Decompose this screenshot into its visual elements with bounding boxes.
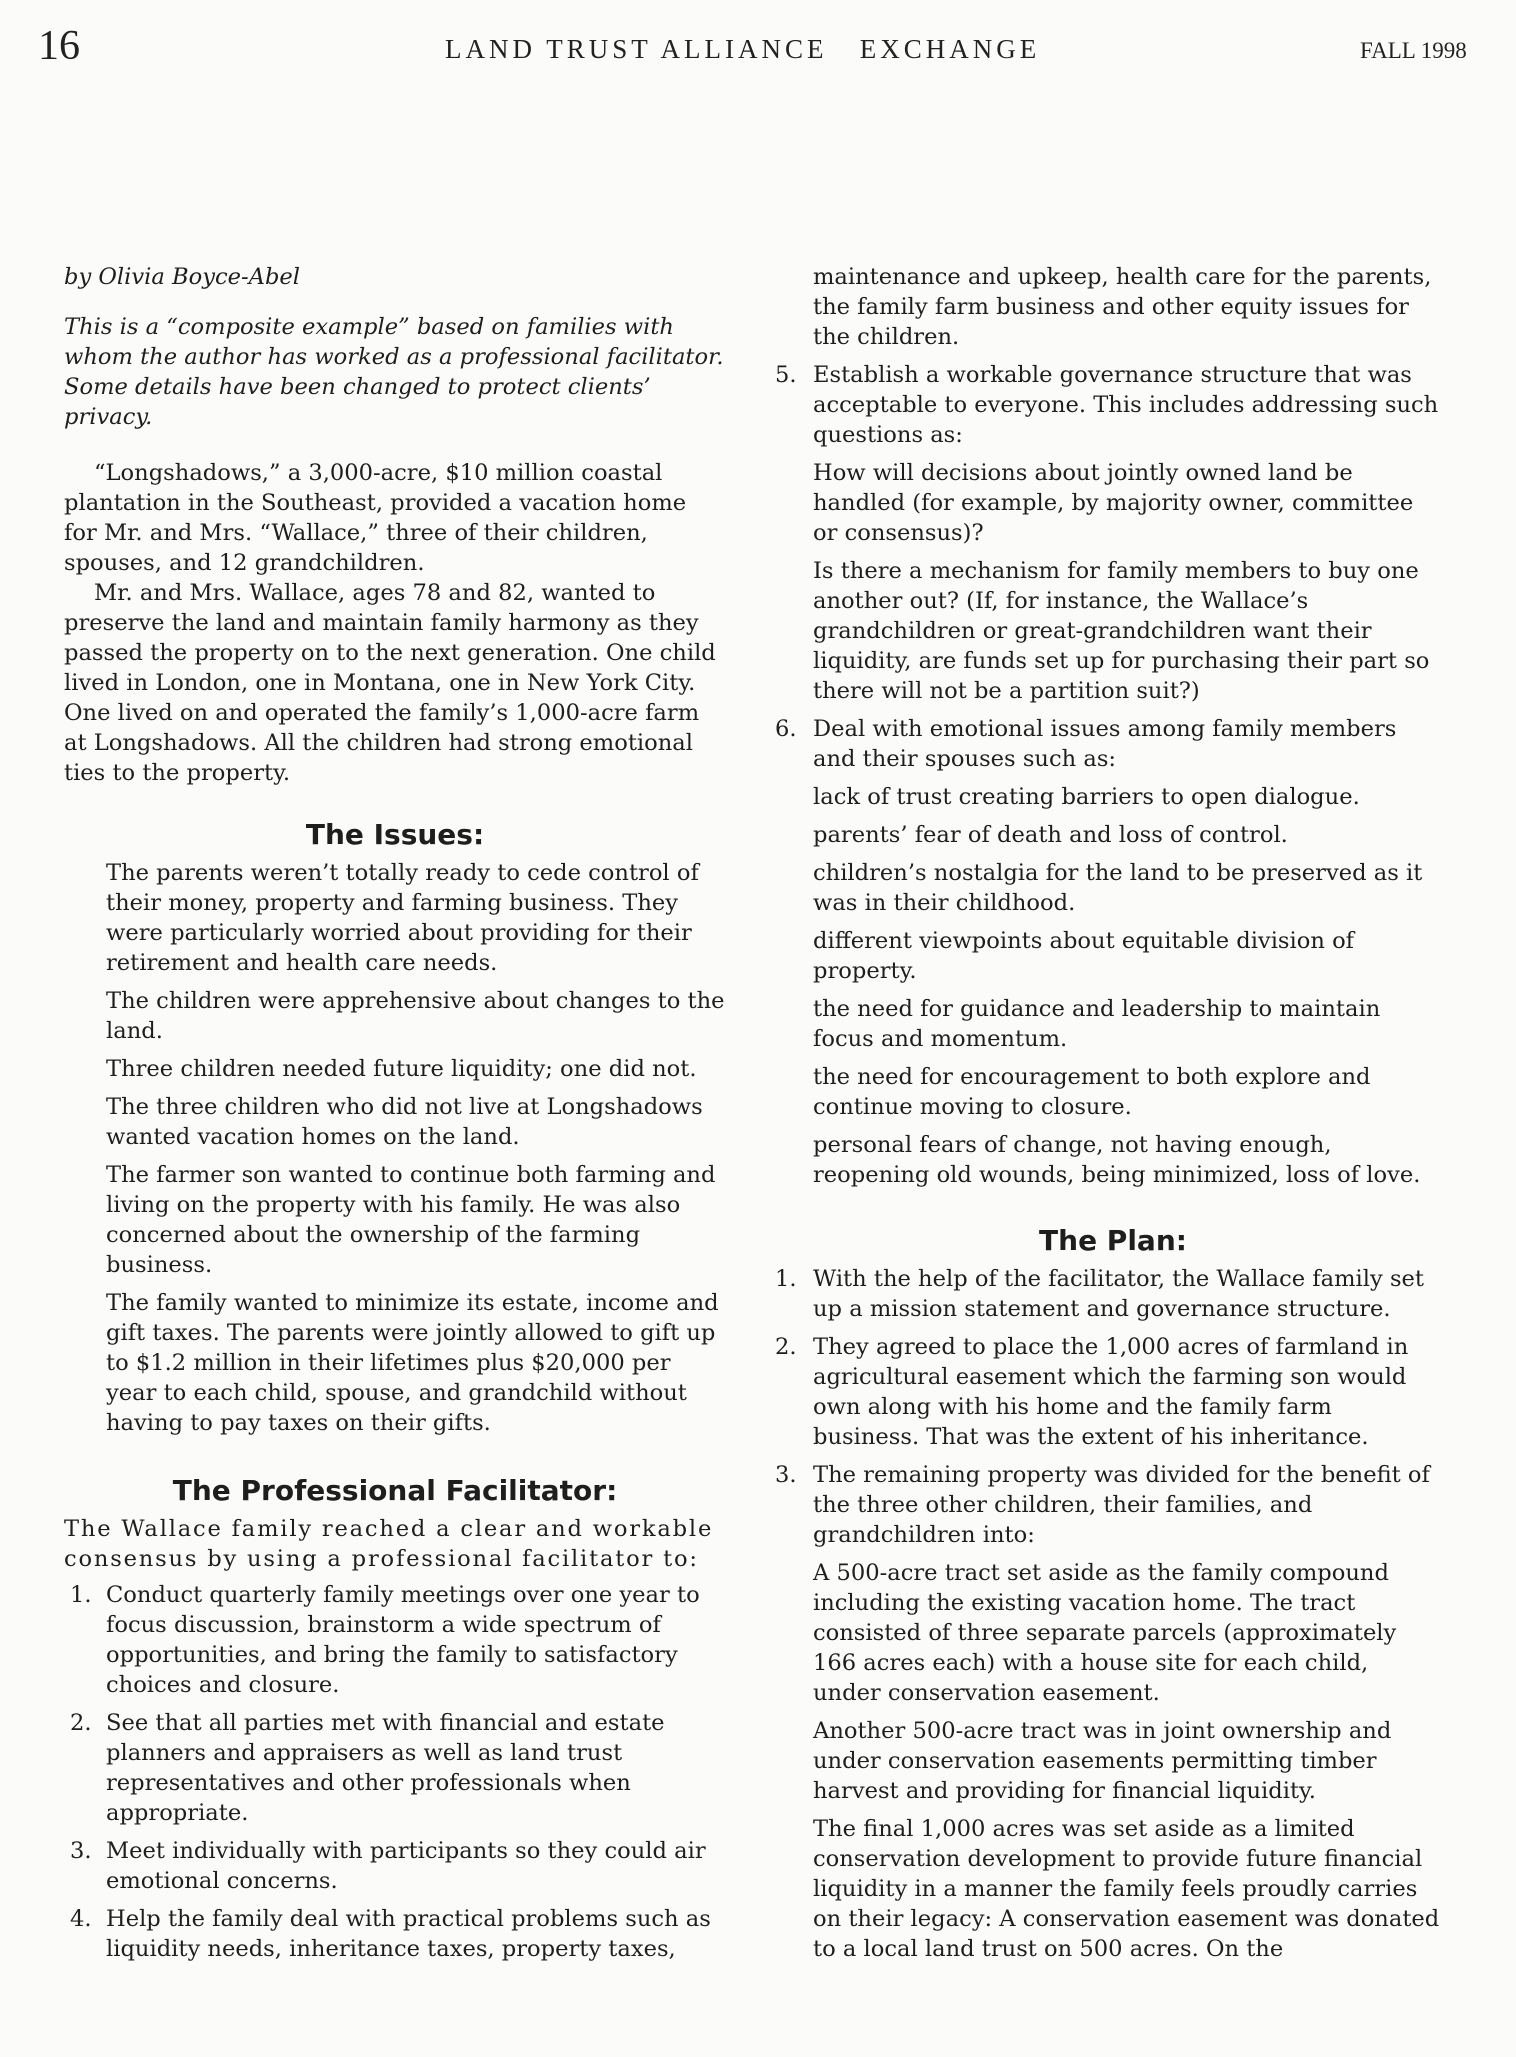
intro-paragraph: “Longshadows,” a 3,000-acre, $10 million coastal plantation in the Southeast, provided a vacation home for Mr. and Mrs. “Wallace,” three of their children, spouses, and 12 grandchildren. [64, 460, 687, 576]
facilitator-item [64, 1708, 726, 1828]
issue-item: The parents weren’t totally ready to cede control of their money, property and farming business. They were particularly worried about providing for their retirement and health care needs. [106, 860, 699, 976]
sub-item: children’s nostalgia for the land to be preserved as it was in their childhood. [813, 860, 1423, 916]
sub-item: A 500-acre tract set aside as the family compound including the existing vacation home. The tract consisted of three separate parcels (approximately 166 acres each) with a house site for each child, under conservation easement. [813, 1560, 1397, 1706]
issue-item: The family wanted to minimize its estate, income and gift taxes. The parents were jointly allowed to gift up to $1.2 million in their lifetimes plus $20,000 per year to each child, spouse, and grandchild without having to pay taxes on their gifts. [106, 1290, 719, 1436]
item-text: Conduct quarterly family meetings over one year to focus discussion, brainstorm a wide spectrum of opportunities, and bring the family to satisfactory choices and closure. [106, 1582, 700, 1698]
sub-item: parents’ fear of death and loss of control. [813, 822, 1288, 848]
issues-heading: The Issues: [305, 818, 485, 851]
item-number: 3. [775, 1462, 797, 1488]
facilitator-intro: The Wallace family reached a clear and workable consensus by using a professional facilitator to: [64, 1516, 714, 1572]
sub-item: Another 500-acre tract was in joint ownership and under conservation easements permitting timber harvest and providing for financial liquidity. [813, 1718, 1392, 1804]
facilitator-item [775, 714, 1443, 774]
item-number: 4. [70, 1906, 92, 1932]
sub-item: different viewpoints about equitable division of property. [813, 928, 1355, 984]
item-text: Establish a workable governance structure that was acceptable to everyone. This includes addressing such questions as: [813, 362, 1439, 448]
sub-item: How will decisions about jointly owned land be handled (for example, by majority owner, committee or consensus)? [813, 460, 1414, 546]
sub-item: personal fears of change, not having enough, reopening old wounds, being minimized, loss of love. [813, 1132, 1421, 1188]
issue-item: Three children needed future liquidity; one did not. [106, 1056, 697, 1082]
item-text: Help the family deal with practical problems such as liquidity needs, inheritance taxes, property taxes, [106, 1906, 711, 1962]
plan-item [775, 1460, 1443, 1550]
issue-item: The three children who did not live at Longshadows wanted vacation homes on the land. [106, 1094, 703, 1150]
item-text: See that all parties met with financial and estate planners and appraisers as well as land trust representatives and other professionals when appropriate. [106, 1710, 665, 1826]
item-number: 5. [775, 362, 797, 388]
item-number: 6. [775, 716, 797, 742]
plan-item [775, 1332, 1443, 1452]
plan-item [775, 1264, 1443, 1324]
item-number: 3. [70, 1838, 92, 1864]
item-number: 2. [775, 1334, 797, 1360]
editor-note: This is a “composite example” based on families with whom the author has worked as a professional facilitator. Some details have been changed to protect clients’ privacy. [64, 314, 724, 430]
byline: by Olivia Boyce-Abel [64, 264, 301, 290]
item-text: Meet individually with participants so they could air emotional concerns. [106, 1838, 706, 1894]
facilitator-item [64, 1836, 726, 1896]
facilitator-item [775, 360, 1443, 450]
left-column [64, 262, 726, 1972]
continued-text: maintenance and upkeep, health care for the parents, the family farm business and other equity issues for the children. [813, 264, 1432, 350]
item-text: Deal with emotional issues among family members and their spouses such as: [813, 716, 1397, 772]
sub-item: The final 1,000 acres was set aside as a limited conservation development to provide future financial liquidity in a manner the family feels proudly carries on their legacy: A conservation easement was donated to a local land trust on 500 acres. On the [813, 1816, 1440, 1962]
facilitator-item [64, 1904, 726, 1964]
facilitator-item [64, 1580, 726, 1700]
item-text: They agreed to place the 1,000 acres of farmland in agricultural easement which the farming son would own along with his home and the family farm business. That was the extent of his inheritance. [813, 1334, 1409, 1450]
sub-item: lack of trust creating barriers to open dialogue. [813, 784, 1360, 810]
intro-paragraph: Mr. and Mrs. Wallace, ages 78 and 82, wanted to preserve the land and maintain family harmony as they passed the property on to the next generation. One child lived in London, one in Montana, one in New York City. One lived on and operated the family’s 1,000-acre farm at Longshadows. All the children had strong emotional ties to the property. [64, 580, 716, 786]
sub-item: the need for encouragement to both explore and continue moving to closure. [813, 1064, 1371, 1120]
item-number: 1. [70, 1582, 92, 1608]
sub-item: the need for guidance and leadership to maintain focus and momentum. [813, 996, 1381, 1052]
facilitator-heading: The Professional Facilitator: [172, 1474, 618, 1507]
publication-title: LAND TRUST ALLIANCE EXCHANGE [445, 34, 1041, 64]
plan-heading: The Plan: [1039, 1224, 1187, 1257]
issue-date: FALL 1998 [1360, 38, 1467, 63]
page-number: 16 [38, 23, 80, 69]
item-number: 1. [775, 1266, 797, 1292]
item-number: 2. [70, 1710, 92, 1736]
right-column [775, 262, 1443, 1972]
item-text: With the help of the facilitator, the Wallace family set up a mission statement and governance structure. [813, 1266, 1424, 1322]
issue-item: The children were apprehensive about changes to the land. [106, 988, 725, 1044]
sub-item: Is there a mechanism for family members to buy one another out? (If, for instance, the Wallace’s grandchildren or great-grandchildren want their liquidity, are funds set up for purchasing their part so there will not be a partition suit?) [813, 558, 1430, 704]
item-text: The remaining property was divided for the benefit of the three other children, their families, and grandchildren into: [813, 1462, 1430, 1548]
issue-item: The farmer son wanted to continue both farming and living on the property with his family. He was also concerned about the ownership of the farming business. [106, 1162, 716, 1278]
